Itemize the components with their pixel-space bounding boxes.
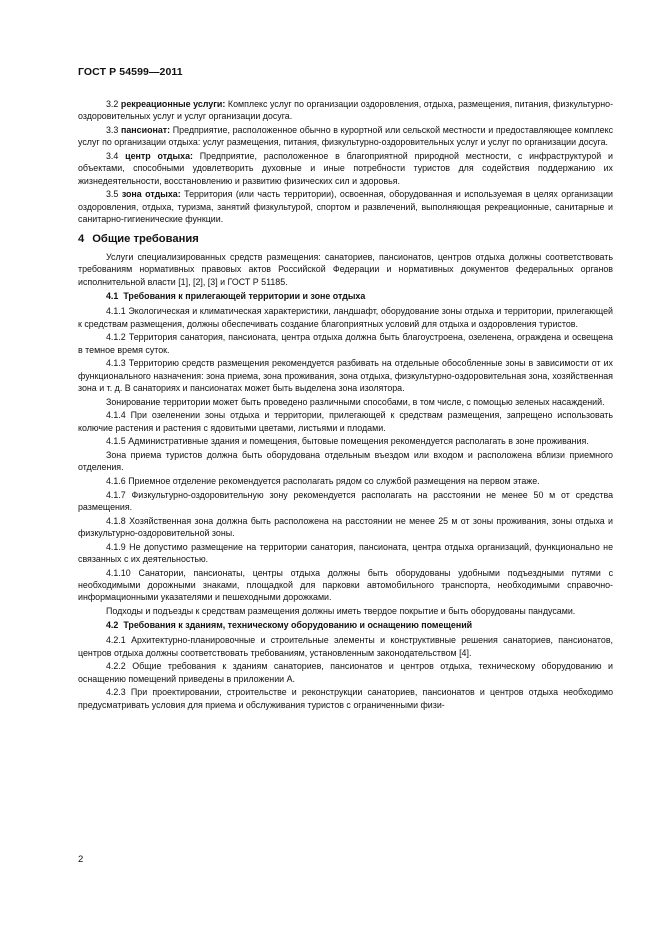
paragraph — [78, 251, 613, 288]
paragraph-text: Территорию средств размещения рекомендуется разбивать на отдельные обособленные зоны в зависимости от их функционального назначения: зона приема, зона проживания, зона отдыха, физкультурно-оздоровительная зона, хозяйственная зона и т. д. В санаториях и пансионатах может быть выделена зона изолятора. — [78, 358, 613, 393]
paragraph-text: Территория (или часть территории), освоенная, оборудованная и используемая в целях организации оздоровления, отдыха, туризма, занятий физкультурой, спортом и развлечений, выполняющая рекреационные, санитарные и санитарно-гигиенические функции. — [78, 189, 614, 224]
clause-number: 3.2 — [106, 99, 119, 109]
heading-number: 4.2 — [106, 620, 119, 631]
paragraph — [78, 124, 613, 149]
paragraph-text: Зона приема туристов должна быть оборудована отдельным въездом или входом и расположена вблизи приемного отделения. — [78, 449, 613, 473]
paragraph — [78, 605, 613, 617]
paragraph — [78, 634, 613, 659]
clause-number: 3.4 — [106, 150, 119, 161]
clause-number: 4.2.3 — [106, 687, 126, 698]
clause-number: 4.1.9 — [106, 541, 126, 552]
paragraph — [78, 567, 613, 604]
heading-text: Общие требования — [92, 233, 199, 246]
paragraph — [78, 396, 613, 408]
clause-number: 4.1.10 — [106, 567, 131, 578]
paragraph-text: Общие требования к зданиям санаториев, пансионатов и центров отдыха, техническому оборудованию и оснащению помещений приведены в приложении А. — [78, 661, 613, 684]
paragraph-text: Приемное отделение рекомендуется располагать рядом со службой размещения на первом этаже. — [128, 475, 540, 486]
clause-number: 4.1.3 — [106, 358, 126, 369]
paragraph-text: Территория санатория, пансионата, центра отдыха должна быть благоустроена, озеленена, ограждена и освещена в темное время суток. — [78, 332, 613, 355]
clause-number: 4.1.6 — [106, 475, 126, 486]
paragraph-text: Комплекс услуг по организации оздоровления, отдыха, размещения, питания, физкультурно-оздоровительных услуг и услуг организации досуга. — [78, 99, 614, 122]
paragraph — [78, 305, 613, 330]
paragraph — [78, 489, 613, 514]
paragraph-text: Санатории, пансионаты, центры отдыха должны быть оборудованы удобными подъездными путями с необходимыми дорожными знаками, площадкой для парковки автомобильного транспорта, необходимыми справочно-информационными указателями и пешеходными дорожками. — [78, 567, 614, 603]
paragraph — [78, 357, 613, 394]
page-number: 2 — [78, 854, 84, 865]
paragraph — [78, 660, 613, 685]
paragraph-text: Физкультурно-оздоровительную зону рекомендуется располагать на расстоянии не менее 50 м от средства размещения. — [78, 489, 614, 512]
section-heading — [78, 233, 613, 245]
subsection-heading — [106, 619, 613, 631]
document-body — [78, 98, 613, 712]
document-header: ГОСТ Р 54599—2011 — [78, 66, 183, 78]
heading-text: Требования к прилегающей территории и зоне отдыха — [123, 291, 366, 302]
heading-text: Требования к зданиям, техническому оборудованию и оснащению помещений — [123, 620, 473, 631]
clause-number: 4.1.2 — [106, 332, 126, 343]
paragraph — [78, 435, 613, 447]
paragraph-text: При проектировании, строительстве и реконструкции санаториев, пансионатов и центров отдыха необходимо предусматривать условия для приема и обслуживания туристов с ограниченными физи- — [78, 687, 614, 710]
paragraph — [78, 449, 613, 474]
paragraph — [78, 188, 613, 225]
clause-number: 4.1.8 — [106, 515, 126, 526]
paragraph-text: Зонирование территории может быть проведено различными способами, в том числе, с помощью зеленых насаждений. — [106, 396, 605, 407]
clause-number: 4.1.7 — [106, 489, 126, 500]
paragraph — [78, 331, 613, 356]
paragraph-text: Подходы и подъезды к средствам размещения должны иметь твердое покрытие и быть оборудованы пандусами. — [106, 605, 576, 616]
paragraph-text: Не допустимо размещение на территории санатория, пансионата, центра отдыха организаций, функционально не связанных с их деятельностью. — [78, 541, 614, 564]
paragraph-text: Предприятие, расположенное обычно в курортной или сельской местности и предоставляющее комплекс услуг по организации отдыха: услуг размещения, питания, физкультурно-оздоровительных услуг и услуг по организации досуга. — [78, 124, 614, 148]
paragraph-text: Предприятие, расположенное в благоприятной природной местности, с инфраструктурой и объектами, способными удовлетворить духовные и иные потребности туристов для содействия поддержанию их жизнедеятельности, восстановлению и развитию физических сил и здоровья. — [78, 150, 613, 186]
defined-term: центр отдыха: — [125, 150, 193, 161]
defined-term: пансионат: — [121, 124, 171, 135]
defined-term: рекреационные услуги: — [120, 99, 226, 109]
paragraph — [78, 98, 613, 123]
paragraph — [78, 475, 613, 487]
paragraph — [78, 541, 613, 566]
paragraph-text: Архитектурно-планировочные и строительные элементы и конструктивные решения санаториев, пансионатов, центров отдыха должны соответствовать требованиям, установленным законодательством [4]. — [78, 635, 613, 658]
paragraph — [78, 515, 613, 540]
clause-number: 4.1.5 — [106, 436, 126, 447]
subsection-heading — [106, 290, 613, 302]
paragraph-text: При озеленении зоны отдыха и территории, прилегающей к средствам размещения, запрещено использовать колючие растения и растения с ядовитыми цветами, листьями и плодами. — [78, 410, 613, 433]
paragraph-text: Услуги специализированных средств размещения: санаториев, пансионатов, центров отдыха должны соответствовать требованиям нормативных правовых актов Российской Федерации и нормативных документов федеральных органов исполнительной власти [1], [2], [3] и ГОСТ Р 51185. — [78, 252, 613, 287]
paragraph-text: Административные здания и помещения, бытовые помещения рекомендуется располагать в зоне проживания. — [128, 436, 589, 447]
clause-number: 3.5 — [106, 189, 119, 200]
paragraph — [78, 686, 613, 711]
clause-number: 4.1.1 — [106, 306, 126, 317]
paragraph — [78, 150, 613, 187]
paragraph-text: Экологическая и климатическая характеристики, ландшафт, оборудование зоны отдыха и территории, прилегающей к средствам размещения, должны обеспечивать создание благоприятных условий для отдыха и оздоровления туристов. — [78, 306, 614, 329]
clause-number: 4.1.4 — [106, 410, 126, 421]
defined-term: зона отдыха: — [121, 189, 181, 200]
clause-number: 4.2.1 — [106, 635, 126, 646]
heading-number: 4.1 — [106, 291, 119, 302]
paragraph — [78, 409, 613, 434]
clause-number: 4.2.2 — [106, 661, 126, 672]
heading-number: 4 — [78, 233, 85, 246]
paragraph-text: Хозяйственная зона должна быть расположена на расстоянии не менее 25 м от зоны проживания, зоны отдыха и физкультурно-оздоровительной зоны. — [78, 515, 614, 538]
clause-number: 3.3 — [106, 124, 119, 135]
